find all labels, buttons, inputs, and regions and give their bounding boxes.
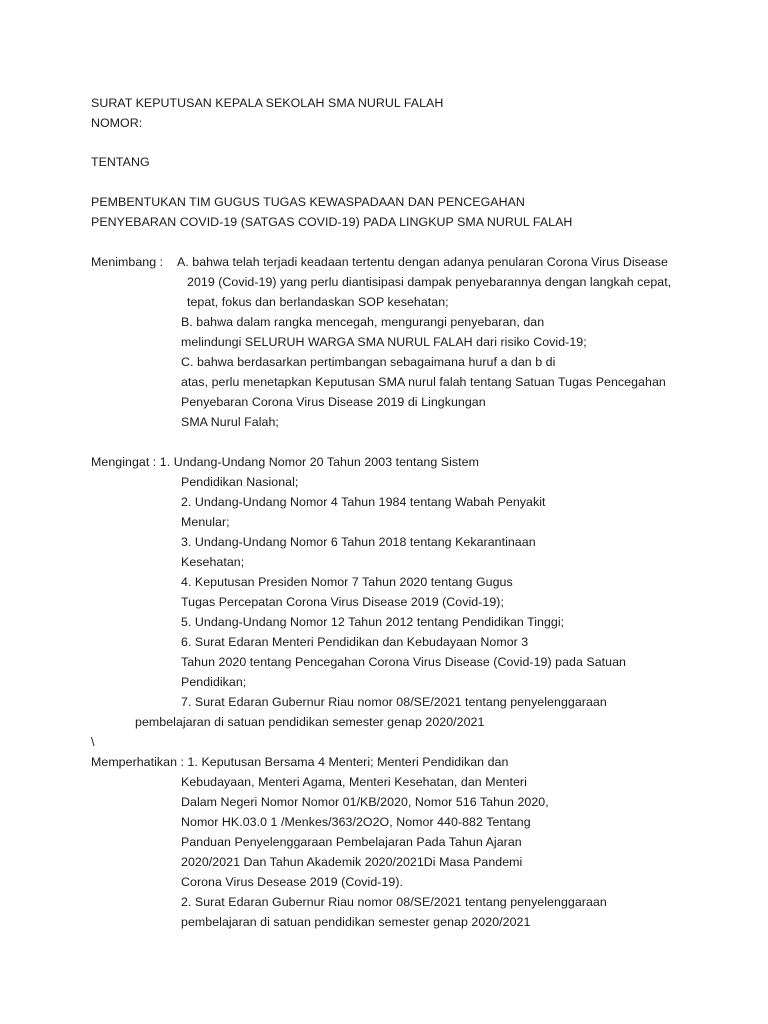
menimbang-line: 2019 (Covid-19) yang perlu diantisipasi dampak penyebarannya dengan langkah cepat,: [187, 275, 672, 289]
mengingat-line: 6. Surat Edaran Menteri Pendidikan dan Kebudayaan Nomor 3: [181, 635, 529, 649]
nomor-label: NOMOR:: [91, 116, 143, 130]
memperhatikan-line: Nomor HK.03.0 1 /Menkes/363/2O2O, Nomor 440-882 Tentang: [181, 815, 531, 829]
document-title: SURAT KEPUTUSAN KEPALA SEKOLAH SMA NURUL FALAH: [91, 96, 444, 110]
mengingat-line: Menular;: [181, 515, 230, 529]
menimbang-line: B. bahwa dalam rangka mencegah, mengurangi penyebaran, dan: [181, 315, 545, 329]
menimbang-line: melindungi SELURUH WARGA SMA NURUL FALAH dari risiko Covid-19;: [181, 335, 587, 349]
memperhatikan-line: 2020/2021 Dan Tahun Akademik 2020/2021Di Masa Pandemi: [181, 855, 523, 869]
mengingat-label: Mengingat : 1. Undang-Undang Nomor 20 Tahun 2003 tentang Sistem: [91, 455, 479, 469]
memperhatikan-line: Kebudayaan, Menteri Agama, Menteri Kesehatan, dan Menteri: [181, 775, 527, 789]
subject-line: PENYEBARAN COVID-19 (SATGAS COVID-19) PADA LINGKUP SMA NURUL FALAH: [91, 215, 573, 229]
tentang-label: TENTANG: [91, 155, 150, 169]
mengingat-line: 5. Undang-Undang Nomor 12 Tahun 2012 tentang Pendidikan Tinggi;: [181, 615, 565, 629]
mengingat-line: 4. Keputusan Presiden Nomor 7 Tahun 2020 tentang Gugus: [181, 575, 513, 589]
menimbang-line: SMA Nurul Falah;: [181, 415, 279, 429]
menimbang-line: tepat, fokus dan berlandaskan SOP kesehatan;: [187, 295, 449, 309]
menimbang-label: Menimbang :: [91, 255, 164, 269]
memperhatikan-label: Memperhatikan : 1. Keputusan Bersama 4 Menteri; Menteri Pendidikan dan: [91, 755, 509, 769]
mengingat-line: Pendidikan Nasional;: [181, 475, 299, 489]
memperhatikan-line: Corona Virus Desease 2019 (Covid-19).: [181, 875, 404, 889]
memperhatikan-line: pembelajaran di satuan pendidikan semester genap 2020/2021: [181, 915, 531, 929]
mengingat-line: Tahun 2020 tentang Pencegahan Corona Virus Disease (Covid-19) pada Satuan: [181, 655, 626, 669]
separator-mark: \: [91, 735, 95, 749]
mengingat-line: Kesehatan;: [181, 555, 245, 569]
mengingat-line: Tugas Percepatan Corona Virus Disease 2019 (Covid-19);: [181, 595, 504, 609]
menimbang-line: atas, perlu menetapkan Keputusan SMA nurul falah tentang Satuan Tugas Pencegahan: [181, 375, 666, 389]
mengingat-line: 7. Surat Edaran Gubernur Riau nomor 08/SE/2021 tentang penyelenggaraan: [181, 695, 607, 709]
mengingat-line: 3. Undang-Undang Nomor 6 Tahun 2018 tentang Kekarantinaan: [181, 535, 536, 549]
menimbang-line: A. bahwa telah terjadi keadaan tertentu dengan adanya penularan Corona Virus Disease: [177, 255, 668, 269]
memperhatikan-line: Dalam Negeri Nomor Nomor 01/KB/2020, Nomor 516 Tahun 2020,: [181, 795, 549, 809]
mengingat-line: pembelajaran di satuan pendidikan semester genap 2020/2021: [135, 715, 485, 729]
mengingat-line: Pendidikan;: [181, 675, 247, 689]
mengingat-line: 2. Undang-Undang Nomor 4 Tahun 1984 tentang Wabah Penyakit: [181, 495, 546, 509]
memperhatikan-line: Panduan Penyelenggaraan Pembelajaran Pada Tahun Ajaran: [181, 835, 522, 849]
menimbang-line: C. bahwa berdasarkan pertimbangan sebagaimana huruf a dan b di: [181, 355, 556, 369]
memperhatikan-line: 2. Surat Edaran Gubernur Riau nomor 08/SE/2021 tentang penyelenggaraan: [181, 895, 607, 909]
subject-line: PEMBENTUKAN TIM GUGUS TUGAS KEWASPADAAN DAN PENCEGAHAN: [91, 195, 525, 209]
menimbang-line: Penyebaran Corona Virus Disease 2019 di Lingkungan: [181, 395, 486, 409]
